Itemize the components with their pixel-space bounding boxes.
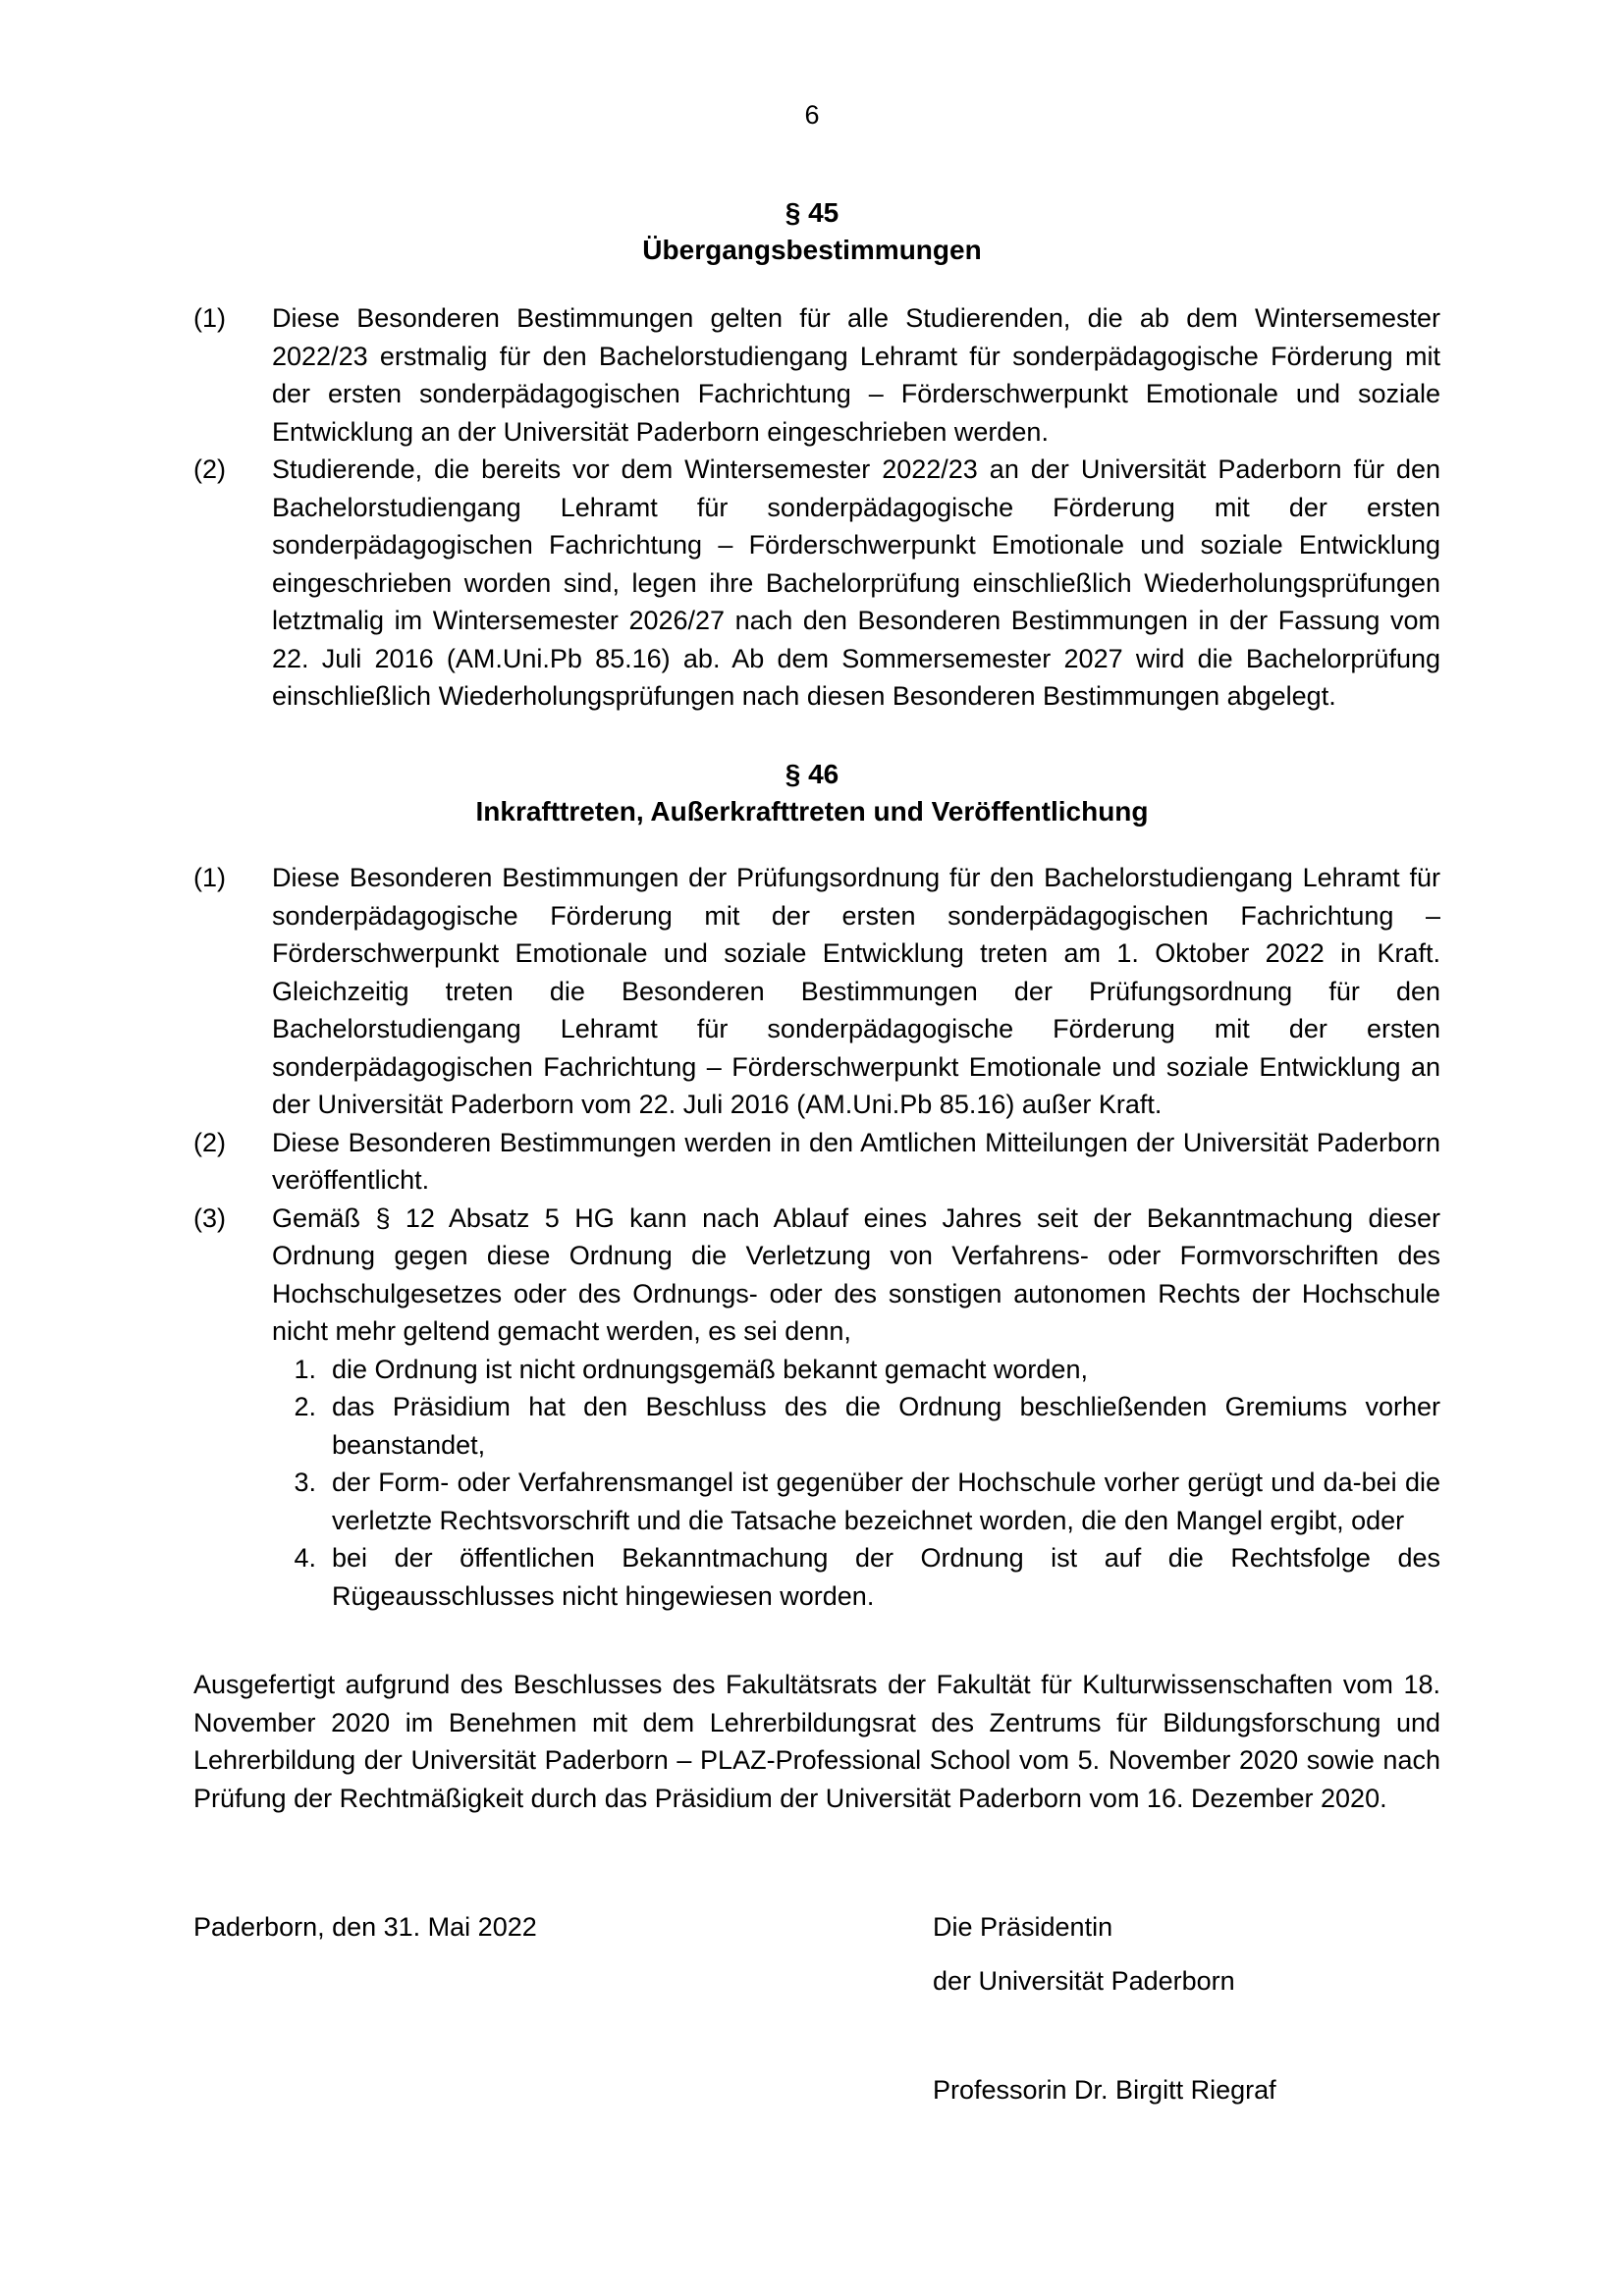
paragraph: [193, 859, 1440, 1124]
enumeration-list: [272, 1351, 1440, 1616]
enumeration-number: 2.: [294, 1392, 316, 1421]
paragraph: [193, 299, 1440, 451]
section-45-title: Übergangsbestimmungen: [642, 235, 982, 265]
enumeration-text: die Ordnung ist nicht ordnungsgemäß bekannt gemacht worden,: [332, 1354, 1088, 1384]
section-46-heading: [0, 756, 1624, 830]
paragraph: [193, 451, 1440, 716]
section-45-number: § 45: [785, 197, 839, 228]
enumeration-text: das Präsidium hat den Beschluss des die Ordnung beschließenden Gremiums vorher beanstandet,: [332, 1392, 1440, 1460]
enumeration-item: [272, 1351, 1440, 1389]
section-46-number: § 46: [785, 759, 839, 789]
paragraph-text: Diese Besonderen Bestimmungen der Prüfungsordnung für den Bachelorstudiengang Lehramt für sonderpädagogische Förderung mit der ersten sonderpädagogischen Fachrichtung – Förderschwerpunkt Emotionale und soziale Entwicklung treten am 1. Oktober 2022 in Kraft. Gleichzeitig treten die Besonderen Bestimmungen der Prüfungsordnung für den Bachelorstudiengang Lehramt für sonderpädagogische Förderung mit der ersten sonderpädagogischen Fachrichtung – Förderschwerpunkt Emotionale und soziale Entwicklung an der Universität Paderborn vom 22. Juli 2016 (AM.Uni.Pb 85.16) außer Kraft.: [272, 863, 1440, 1119]
closing-statement: Ausgefertigt aufgrund des Beschlusses des Fakultätsrats der Fakultät für Kulturwissenschaften vom 18. November 2020 im Benehmen mit dem Lehrerbildungsrat des Zentrums für Bildungsforschung und Lehrerbildung der Universität Paderborn – PLAZ-Professional School vom 5. November 2020 sowie nach Prüfung der Rechtmäßigkeit durch das Präsidium der Universität Paderborn vom 16. Dezember 2020.: [193, 1670, 1440, 1813]
enumeration-number: 3.: [294, 1468, 316, 1497]
signatory-name: Professorin Dr. Birgitt Riegraf: [933, 2075, 1276, 2105]
paragraph-text: Studierende, die bereits vor dem Wintersemester 2022/23 an der Universität Paderborn für den Bachelorstudiengang Lehramt für sonderpädagogische Förderung mit der ersten sonderpädagogischen Fachrichtung – Förderschwerpunkt Emotionale und soziale Entwicklung eingeschrieben worden sind, legen ihre Bachelorprüfung einschließlich Wiederholungsprüfungen letztmalig im Wintersemester 2026/27 nach den Besonderen Bestimmungen in der Fassung vom 22. Juli 2016 (AM.Uni.Pb 85.16) ab. Ab dem Sommersemester 2027 wird die Bachelorprüfung einschließlich Wiederholungsprüfungen nach diesen Besonderen Bestimmungen abgelegt.: [272, 454, 1440, 711]
section-45-paragraphs: [193, 299, 1440, 716]
section-46-paragraphs: [193, 859, 1440, 1615]
enumeration-number: 1.: [294, 1354, 316, 1384]
paragraph-number: (3): [193, 1202, 226, 1233]
signature-line-1: Die Präsidentin: [933, 1912, 1113, 1942]
enumeration-number: 4.: [294, 1543, 316, 1573]
enumeration-item: [272, 1388, 1440, 1464]
paragraph-text: Diese Besonderen Bestimmungen gelten für alle Studierenden, die ab dem Wintersemester 2022/23 erstmalig für den Bachelorstudiengang Lehramt für sonderpädagogische Förderung mit der ersten sonderpädagogischen Fachrichtung – Förderschwerpunkt Emotionale und soziale Entwicklung an der Universität Paderborn eingeschrieben werden.: [272, 303, 1440, 447]
place-date: Paderborn, den 31. Mai 2022: [193, 1912, 537, 1942]
enumeration-text: der Form- oder Verfahrensmangel ist gegenüber der Hochschule vorher gerügt und da-bei die verletzte Rechtsvorschrift und die Tatsache bezeichnet worden, die den Mangel ergibt, oder: [332, 1468, 1440, 1535]
paragraph-text: Gemäß § 12 Absatz 5 HG kann nach Ablauf eines Jahres seit der Bekanntmachung dieser Ordnung gegen diese Ordnung die Verletzung von Verfahrens- oder Formvorschriften des Hochschulgesetzes oder des Ordnungs- oder des sonstigen autonomen Rechts der Hochschule nicht mehr geltend gemacht werden, es sei denn,: [272, 1202, 1440, 1346]
section-46-title: Inkrafttreten, Außerkrafttreten und Veröffentlichung: [475, 796, 1149, 827]
paragraph-number: (1): [193, 863, 226, 892]
signature-line-2: der Universität Paderborn: [933, 1966, 1235, 1996]
enumeration-item: [272, 1464, 1440, 1539]
paragraph-number: (1): [193, 303, 226, 333]
section-45-heading: [0, 194, 1624, 269]
paragraph-text: Diese Besonderen Bestimmungen werden in den Amtlichen Mitteilungen der Universität Paderborn veröffentlicht.: [272, 1127, 1440, 1195]
paragraph: [193, 1200, 1440, 1616]
page-number: 6: [804, 100, 820, 130]
paragraph-number: (2): [193, 1127, 226, 1157]
paragraph: [193, 1124, 1440, 1200]
enumeration-text: bei der öffentlichen Bekanntmachung der Ordnung ist auf die Rechtsfolge des Rügeausschlusses nicht hingewiesen worden.: [332, 1543, 1440, 1611]
enumeration-item: [272, 1539, 1440, 1615]
paragraph-number: (2): [193, 454, 226, 484]
